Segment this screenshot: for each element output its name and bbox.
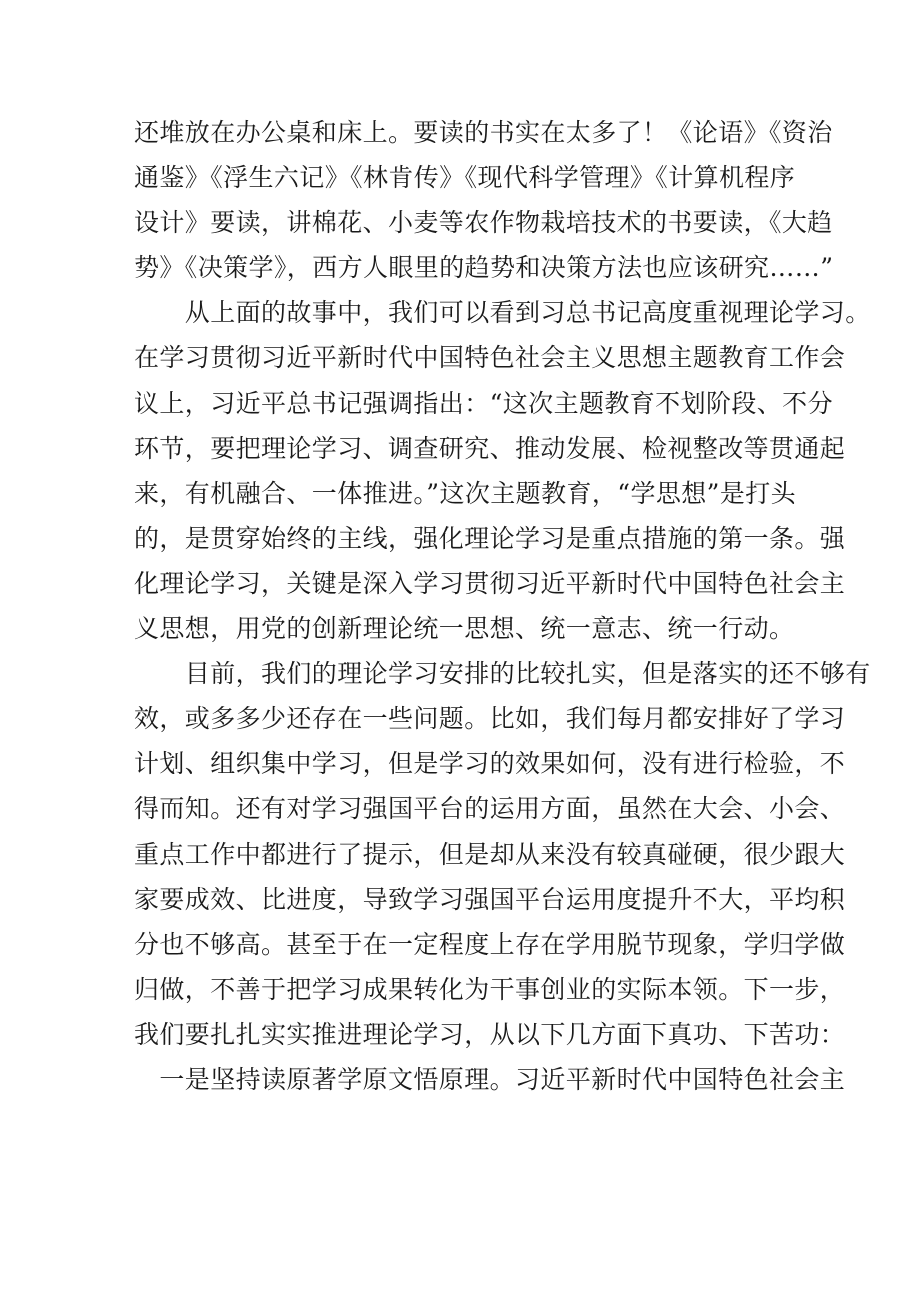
text-line: 我们要扎扎实实推进理论学习，从以下几方面下真功、下苦功： xyxy=(134,1019,846,1049)
text-line: 在学习贯彻习近平新时代中国特色社会主义思想主题教育工作会 xyxy=(134,343,846,373)
paragraph xyxy=(134,651,871,1057)
paragraph xyxy=(134,110,834,290)
paragraph xyxy=(134,1057,846,1102)
text-line: 化理论学习，关键是深入学习贯彻习近平新时代中国特色社会主 xyxy=(134,568,846,598)
text-line: 分也不够高。甚至于在一定程度上存在学用脱节现象，学归学做 xyxy=(134,929,846,959)
text-line: 效，或多多少还存在一些问题。比如，我们每月都安排好了学习 xyxy=(134,704,846,734)
text-line: 环节，要把理论学习、调查研究、推动发展、检视整改等贯通起 xyxy=(134,433,846,463)
text-line: 的，是贯穿始终的主线，强化理论学习是重点措施的第一条。强 xyxy=(134,523,846,553)
text-line: 一是坚持读原著学原文悟原理。习近平新时代中国特色社会主 xyxy=(134,1064,846,1094)
text-line: 议上，习近平总书记强调指出：“这次主题教育不划阶段、不分 xyxy=(134,388,833,418)
text-line: 还堆放在办公桌和床上。要读的书实在太多了！《论语》《资治 xyxy=(134,118,833,147)
text-line: 通鉴》《浮生六记》《林肯传》《现代科学管理》《计算机程序 xyxy=(134,163,796,193)
text-line: 目前，我们的理论学习安排的比较扎实，但是落实的还不够有 xyxy=(134,659,871,689)
document-body xyxy=(134,110,871,1102)
text-line: 势》《决策学》，西方人眼里的趋势和决策方法也应该研究……” xyxy=(134,253,834,283)
text-line: 家要成效、比进度，导致学习强国平台运用度提升不大，平均积 xyxy=(134,884,846,914)
text-line: 从上面的故事中，我们可以看到习总书记高度重视理论学习。 xyxy=(134,298,871,328)
text-line: 得而知。还有对学习强国平台的运用方面，虽然在大会、小会、 xyxy=(134,794,846,824)
text-line: 归做，不善于把学习成果转化为干事创业的实际本领。下一步， xyxy=(134,974,846,1004)
text-line: 计划、组织集中学习，但是学习的效果如何，没有进行检验，不 xyxy=(134,749,846,779)
text-line: 重点工作中都进行了提示，但是却从来没有较真碰硬，很少跟大 xyxy=(134,839,846,869)
text-line: 义思想，用党的创新理论统一思想、统一意志、统一行动。 xyxy=(134,614,795,644)
paragraph xyxy=(134,290,871,651)
text-line: 来，有机融合、一体推进。”这次主题教育，“学思想”是打头 xyxy=(134,478,797,508)
text-line: 设计》要读，讲棉花、小麦等农作物栽培技术的书要读，《大趋 xyxy=(134,208,833,238)
